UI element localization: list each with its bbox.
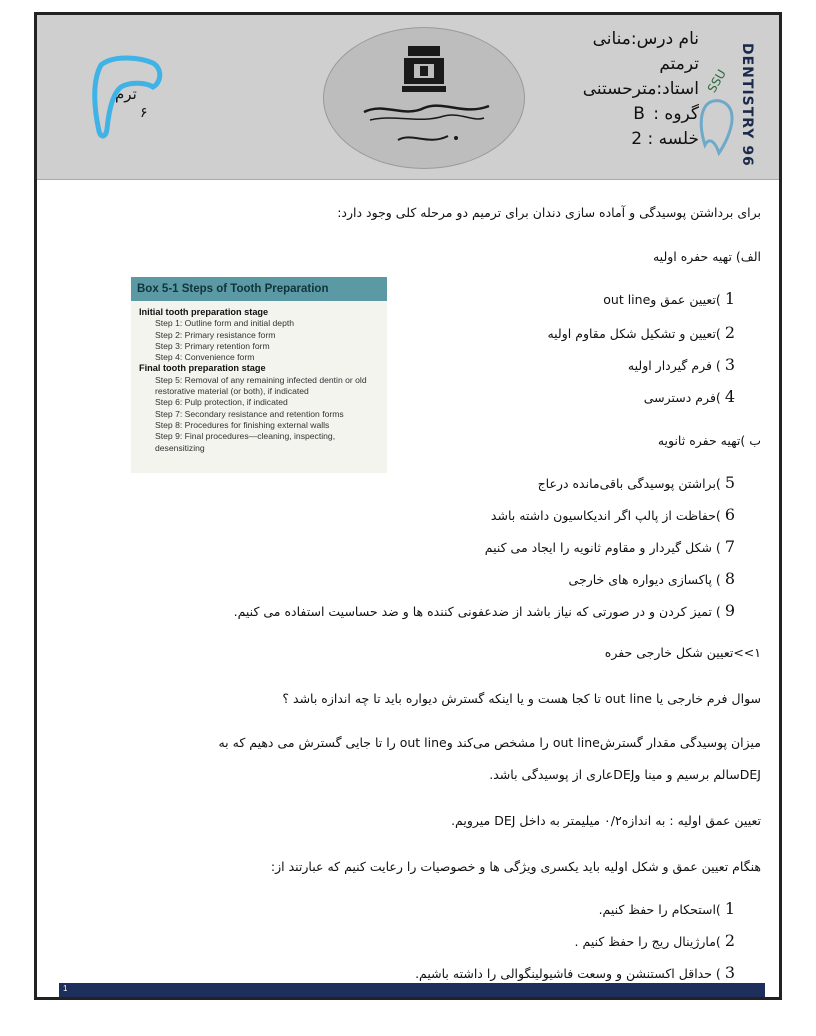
list-text: )استحکام را حفظ کنیم. (598, 902, 721, 917)
box-step: Step 7: Secondary resistance and retention forms (155, 408, 344, 419)
list-text: )حفاظت از پالپ اگر اندیکاسیون داشته باشد (490, 508, 721, 523)
box-step: Step 1: Outline form and initial depth (155, 318, 295, 329)
term-number: ۶ (140, 105, 148, 121)
list-item (575, 931, 735, 950)
course-name-continued: ترمتم (659, 54, 699, 74)
list-item (569, 569, 735, 588)
list-item (599, 899, 735, 918)
list-item (415, 963, 735, 982)
list-text: )مارژینال ریج را حفظ کنیم . (574, 934, 721, 949)
list-number: 3 (724, 963, 735, 982)
course-info (583, 27, 699, 152)
list-text: ) پاکسازی دیواره های خارجی (568, 572, 721, 587)
outline-heading: ۱>>تعیین شکل خارجی حفره (604, 645, 761, 660)
term-label: ترم (115, 85, 137, 103)
box-step: Step 9: Final procedures—cleaning, inspecting, (155, 431, 336, 442)
group-label: گروه : B (633, 104, 699, 124)
list-text: )براشتن پوسیدگی باقی‌مانده درعاج (537, 476, 721, 491)
list-number: 1 (724, 899, 735, 918)
box-step: Step 4: Convenience form (155, 352, 255, 363)
list-number: 8 (724, 569, 735, 588)
rules-intro: هنگام تعیین عمق و شکل اولیه باید یکسری ویژگی ها و خصوصیات را رعایت کنیم که عبارتند از: (270, 859, 761, 874)
footer-bar (59, 983, 765, 997)
box-body (131, 301, 387, 454)
list-number: 7 (724, 537, 735, 556)
list-item (485, 537, 735, 556)
list-item (547, 323, 735, 342)
list-item (603, 289, 735, 308)
list-item (491, 505, 735, 524)
extent-paragraph-line-1: میزان پوسیدگی مقدار گسترشout line را مشخص می‌کند وout line را تا جایی گسترش می دهیم که به (218, 735, 761, 750)
steps-box-figure (131, 277, 387, 473)
box-step: Step 3: Primary retention form (155, 340, 270, 351)
list-text: )تعیین عمق وout line (603, 292, 721, 307)
dentistry-logo-text: DENTISTRY 96 (739, 43, 755, 167)
list-number: 6 (724, 505, 735, 524)
list-text: )فرم دسترسی (643, 390, 721, 405)
section-b-title: ب )تهیه حفره ثانویه (657, 433, 761, 448)
list-item (234, 601, 735, 620)
list-text: ) حداقل اکستنشن و وسعت فاشیولینگوالی را داشته باشیم. (415, 966, 721, 981)
list-item (628, 355, 735, 374)
box-step: Step 6: Pulp protection, if indicated (155, 397, 288, 408)
list-number: 9 (724, 601, 735, 620)
list-number: 1 (724, 289, 735, 308)
list-text: ) شکل گیردار و مقاوم ثانویه را ایجاد می کنیم (484, 540, 721, 555)
list-text: )تعیین و تشکیل شکل مقاوم اولیه (547, 326, 721, 341)
depth-paragraph: تعیین عمق اولیه : به اندازه۰/۲ میلیمتر به داخل DEJ میرویم. (451, 813, 761, 828)
box-step: Step 5: Removal of any remaining infected dentin or old (155, 374, 367, 385)
dentistry-tooth-logo-icon (697, 37, 767, 167)
session-label: خلسه : 2 (631, 129, 699, 149)
list-number: 2 (724, 323, 735, 342)
page-header (37, 15, 779, 180)
list-number: 4 (724, 387, 735, 406)
box-title: Box 5-1 Steps of Tooth Preparation (131, 277, 387, 301)
list-item (538, 473, 735, 492)
university-emblem (323, 27, 525, 169)
list-number: 3 (724, 355, 735, 374)
page-number: 1 (63, 984, 68, 993)
box-step: Step 2: Primary resistance form (155, 329, 276, 340)
teacher-name: استاد:مترحستنی (582, 79, 699, 99)
list-number: 2 (724, 931, 735, 950)
initial-stage-heading: Initial tooth preparation stage (139, 307, 269, 317)
box-step-continuation: restorative material (or both), if indicated (155, 386, 309, 397)
course-name: نام درس:منانی (592, 29, 699, 49)
extent-paragraph-line-2: DEJسالم برسیم و مینا وDEJعاری از پوسیدگی باشد. (489, 767, 761, 782)
intro-paragraph: برای برداشتن پوسیدگی و آماده سازی دندان برای ترمیم دو مرحله کلی وجود دارد: (337, 205, 761, 220)
final-stage-heading: Final tooth preparation stage (139, 363, 266, 374)
svg-text:SSU: SSU (704, 67, 729, 95)
section-a-title: الف) تهیه حفره اولیه (652, 249, 761, 264)
list-text: ) فرم گیردار اولیه (627, 358, 721, 373)
list-text: ) تمیز کردن و در صورتی که نیاز باشد از ضدعفونی کننده ها و ضد حساسیت استفاده می کنیم. (233, 604, 721, 619)
question-paragraph: سوال فرم خارجی یا out line تا کجا هست و یا اینکه گسترش دیواره باید تا چه اندازه باشد ؟ (282, 691, 761, 706)
box-step-continuation: desensitizing (155, 442, 205, 453)
list-item (644, 387, 735, 406)
list-number: 5 (724, 473, 735, 492)
box-step: Step 8: Procedures for finishing external walls (155, 419, 330, 430)
document-page (34, 12, 782, 1000)
university-logo-icon (324, 28, 524, 168)
